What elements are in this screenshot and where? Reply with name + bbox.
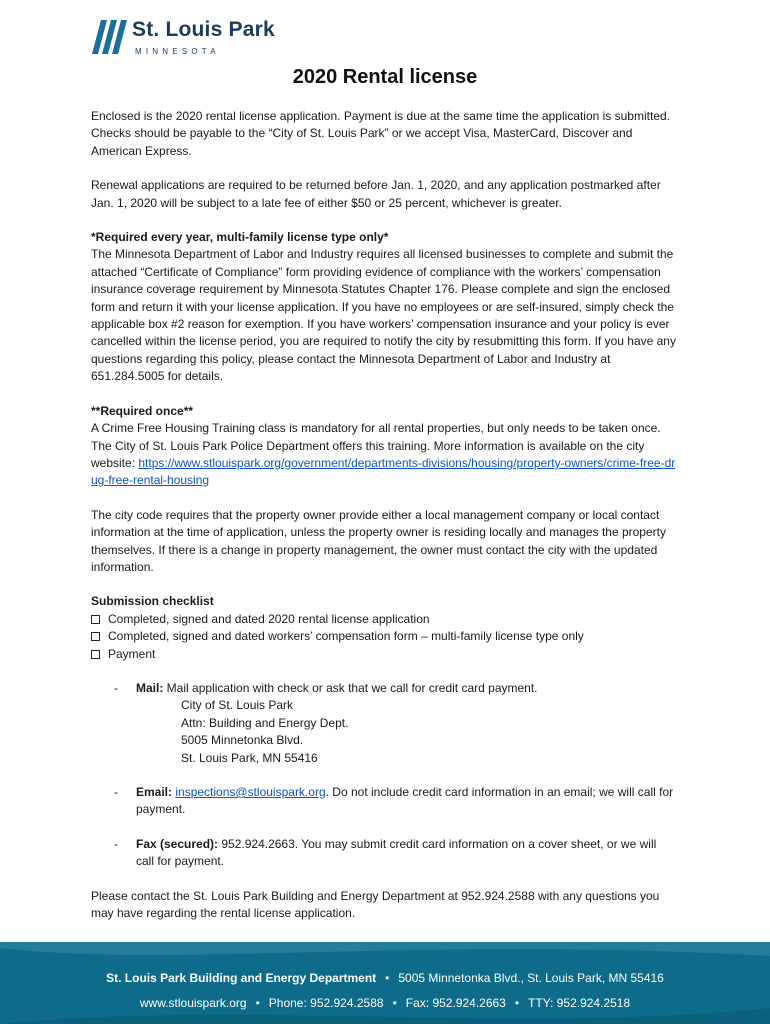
footer-bullet: • [255, 996, 260, 1010]
checklist-item [91, 628, 676, 645]
fax-text: 952.924.2663. You may submit credit card information on a cover sheet, or we will call for payment. [136, 836, 657, 869]
dash-bullet: - [114, 784, 118, 799]
logo-state: MINNESOTA [135, 47, 220, 56]
once-requirement-body: A Crime Free Housing Training class is mandatory for all rental properties, but only needs to be taken once. The City of St. Louis Park Police Department offers this training. More information is available on the city website: [91, 421, 661, 470]
footer-fax: Fax: 952.924.2663 [405, 996, 506, 1010]
address-line: 5005 Minnetonka Blvd. [181, 733, 304, 748]
footer-bullet: • [514, 996, 520, 1010]
footer-line-2 [0, 996, 770, 1010]
fax-label: Fax (secured): [136, 836, 219, 851]
crime-free-housing-link[interactable]: https://www.stlouispark.org/government/departments-divisions/housing/property-owners/crime-free-drug-free-rental-housing [91, 455, 676, 488]
mail-text: Mail application with check or ask that we call for credit card payment. [163, 680, 538, 695]
footer-department: St. Louis Park Building and Energy Department [106, 971, 377, 985]
submission-checklist [91, 593, 676, 663]
checkbox-icon [91, 615, 100, 624]
intro-paragraph: Enclosed is the 2020 rental license application. Payment is due at the same time the application is submitted. Checks should be payable to the “City of St. Louis Park” or we accept Visa, MasterCard, Discover and American Express. [91, 109, 670, 158]
email-option [91, 784, 676, 819]
footer-bullet: • [385, 971, 390, 985]
email-label: Email: [136, 784, 173, 799]
checklist-item-label: Completed, signed and dated 2020 rental license application [108, 611, 430, 626]
footer-address: 5005 Minnetonka Blvd., St. Louis Park, MN 55416 [398, 971, 664, 985]
email-link[interactable]: inspections@stlouispark.org [175, 784, 326, 799]
checklist-item-label: Completed, signed and dated workers’ compensation form – multi-family license type only [108, 629, 584, 644]
renewal-paragraph: Renewal applications are required to be returned before Jan. 1, 2020, and any application postmarked after Jan. 1, 2020 will be subject to a late fee of either $50 or 25 percent, whichever is greater. [91, 178, 661, 210]
checkbox-icon [91, 650, 100, 659]
management-paragraph: The city code requires that the property owner provide either a local management company or local contact information at the time of application, unless the property owner is residing locally and manages the property themselves. If there is a change in property management, the owner must contact the city with the updated information. [91, 507, 666, 574]
footer-line-1 [0, 971, 770, 985]
footer-phone: Phone: 952.924.2588 [268, 996, 384, 1010]
footer-tty: TTY: 952.924.2518 [528, 996, 631, 1010]
checkbox-icon [91, 632, 100, 641]
fax-option [91, 836, 676, 871]
yearly-requirement-body: The Minnesota Department of Labor and Industry requires all licensed businesses to complete and submit the attached “Certificate of Compliance” form providing evidence of compliance with the workers’ compensation insurance coverage requirement by Minnesota Statutes Chapter 176. Please complete and sign the enclosed form and return it with your license application. If you have no employees or are self-insured, simply check the applicable box #2 reason for exemption. If you have workers’ compensation insurance and your policy is ever cancelled within the license period, you are required to notify the city by resubmitting this form. If you have any questions regarding this policy, please contact the Minnesota Department of Labor and Industry at 651.284.5005 for details. [91, 247, 676, 384]
footer-website[interactable]: www.stlouispark.org [139, 996, 247, 1010]
address-line: City of St. Louis Park [181, 698, 294, 713]
address-line: St. Louis Park, MN 55416 [181, 750, 318, 765]
address-line: Attn: Building and Energy Dept. [181, 715, 349, 730]
once-requirement-heading: **Required once** [91, 403, 194, 418]
mailing-address [136, 697, 676, 767]
email-text: . Do not include credit card information in an email; we will call for payment. [136, 784, 674, 817]
closing-paragraph: Please contact the St. Louis Park Building and Energy Department at 952.924.2588 with any questions you may have regarding the rental license application. [91, 888, 660, 920]
dash-bullet: - [114, 680, 118, 695]
checklist-item [91, 646, 676, 663]
letter-body [91, 108, 676, 939]
checklist-heading: Submission checklist [91, 594, 214, 609]
yearly-requirement-section [91, 229, 676, 386]
footer-bullet: • [392, 996, 397, 1010]
logo-name: St. Louis Park [132, 18, 275, 41]
page-title: 2020 Rental license [292, 66, 478, 88]
mail-option [91, 680, 676, 767]
once-requirement-section [91, 403, 676, 490]
mail-label: Mail: [136, 680, 164, 695]
logo-stripes-icon [92, 20, 128, 54]
checklist-item-label: Payment [108, 646, 156, 661]
dash-bullet: - [114, 836, 118, 851]
page-footer [0, 942, 770, 1024]
checklist-item [91, 611, 676, 628]
yearly-requirement-heading: *Required every year, multi-family license type only* [91, 230, 389, 245]
